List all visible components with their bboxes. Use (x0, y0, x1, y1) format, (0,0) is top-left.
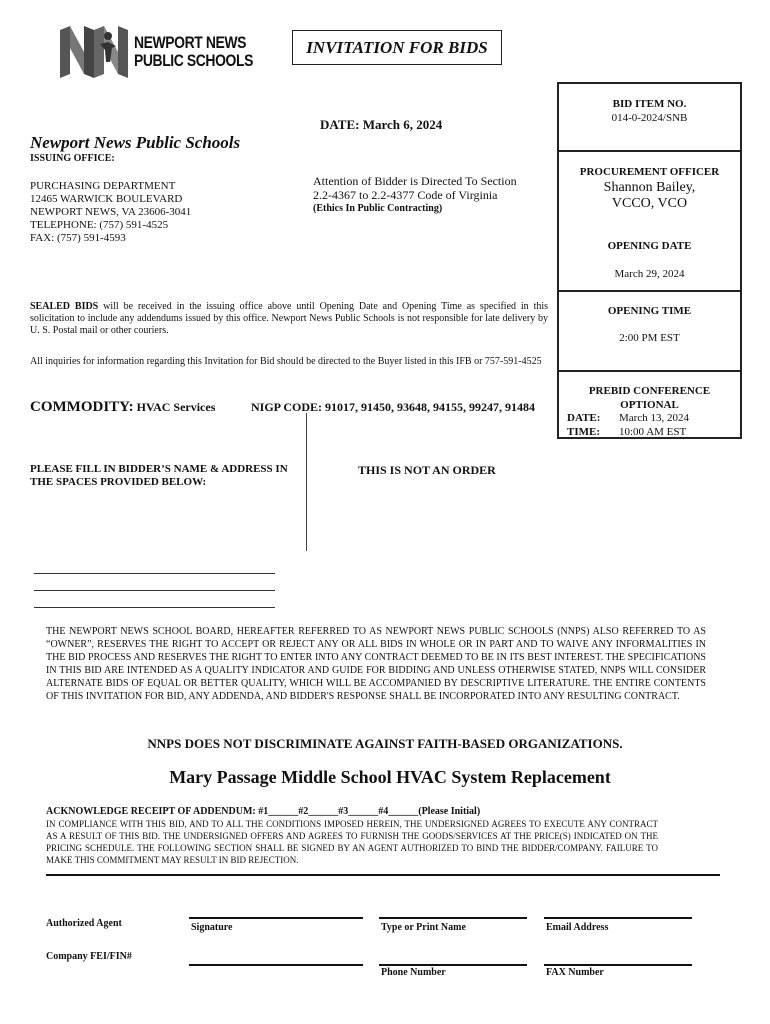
phone-label: Phone Number (381, 967, 446, 978)
logo-text (134, 34, 253, 70)
section-divider (46, 874, 720, 876)
opening-time-label: OPENING TIME (607, 305, 692, 317)
sealed-bids-notice (30, 301, 548, 337)
logo-line-1: NEWPORT NEWS (134, 33, 247, 52)
sealed-bids-text: will be received in the issuing office above until Opening Date and Opening Time as specified in this solicitation to include any addendums issued by this office. Newport News Public Schools is not responsible for late delivery by U. S. Postal mail or other couriers. (30, 301, 549, 336)
attention-notice (313, 174, 553, 216)
bid-info-panel (557, 82, 742, 439)
prebid-time-value: 10:00 AM EST (619, 426, 687, 438)
not-an-order-notice: THIS IS NOT AN ORDER (358, 463, 496, 477)
inquiries-notice: All inquiries for information regarding this Invitation for Bid should be directed to the Buyer listed in this IFB or 757-591-4525 (30, 356, 542, 367)
nigp-code: NIGP CODE: 91017, 91450, 93648, 94155, 99247, 91484 (251, 400, 536, 414)
fax-line[interactable] (544, 964, 692, 966)
bidder-address-line-1[interactable] (34, 590, 275, 591)
attention-line-2: 2.2-4367 to 2.2-4377 Code of Virginia (313, 188, 498, 202)
attention-line-1: Attention of Bidder is Directed To Section (313, 174, 517, 188)
address-line: PURCHASING DEPARTMENT (30, 180, 176, 192)
company-fei-label: Company FEI/FIN# (46, 951, 132, 962)
address-line: FAX: (757) 591-4593 (30, 232, 126, 244)
bid-item-label: BID ITEM NO. (612, 98, 687, 110)
issue-date: DATE: March 6, 2024 (320, 117, 443, 132)
project-title: Mary Passage Middle School HVAC System Replacement (169, 767, 611, 787)
column-divider (306, 413, 307, 551)
email-line[interactable] (544, 917, 692, 919)
procurement-officer-credentials: VCCO, VCO (611, 196, 688, 211)
email-label: Email Address (546, 922, 609, 933)
attention-line-3: (Ethics In Public Contracting) (313, 203, 443, 214)
logo-line-2: PUBLIC SCHOOLS (134, 51, 253, 70)
issuing-office-label: ISSUING OFFICE: (30, 153, 115, 164)
commodity-value: HVAC Services (133, 400, 216, 414)
issuer-name: Newport News Public Schools (30, 133, 241, 152)
commodity (30, 398, 215, 416)
bid-item-number: 014-0-2024/SNB (611, 112, 688, 124)
address-line: NEWPORT NEWS, VA 23606-3041 (30, 206, 192, 218)
bidder-fill-instructions: PLEASE FILL IN BIDDER’S NAME & ADDRESS IN THE SPACES PROVIDED BELOW: (30, 463, 288, 488)
sealed-bids-lead: SEALED BIDS (30, 301, 99, 312)
addendum-acknowledgement: ACKNOWLEDGE RECEIPT OF ADDENDUM: #1______#2______#3______#4______(Please Initial) (46, 806, 481, 817)
issuing-office-address (30, 180, 191, 245)
print-name-label: Type or Print Name (381, 922, 466, 933)
commodity-label: COMMODITY: (30, 399, 134, 415)
company-fei-line[interactable] (189, 964, 363, 966)
authorized-agent-label: Authorized Agent (46, 918, 122, 929)
bidder-address-line-2[interactable] (34, 607, 275, 608)
address-line: TELEPHONE: (757) 591-4525 (30, 219, 169, 231)
prebid-conference-label: PREBID CONFERENCE (588, 385, 711, 397)
signature-line[interactable] (189, 917, 363, 919)
bidder-name-line[interactable] (34, 573, 275, 574)
prebid-optional-label: OPTIONAL (620, 399, 679, 411)
print-name-line[interactable] (379, 917, 527, 919)
fax-label: FAX Number (546, 967, 604, 978)
nondiscrimination-statement: NNPS DOES NOT DISCRIMINATE AGAINST FAITH-BASED ORGANIZATIONS. (147, 736, 623, 751)
signature-label: Signature (191, 922, 233, 933)
address-line: 12465 WARWICK BOULEVARD (30, 193, 183, 205)
logo-mark-icon (60, 22, 136, 82)
compliance-statement: IN COMPLIANCE WITH THIS BID, AND TO ALL THE CONDITIONS IMPOSED HEREIN, THE UNDERSIGNED AGREES TO EXECUTE ANY CONTRACT AS A RESULT OF THIS BID. THE UNDERSIGNED OFFERS AND AGREES TO FURNISH THE GOODS/SERVICES AT THE PRICE(S) INDICATED ON THE PRICING SCHEDULE. THE FOLLOWING SECTION SHALL BE SIGNED BY AN AGENT AUTHORIZED TO BIND THE BIDDER/COMPANY. FAILURE TO MAKE THIS COMMITMENT MAY RESULT IN BID REJECTION. (46, 819, 658, 865)
opening-date-value: March 29, 2024 (614, 268, 685, 280)
procurement-officer-name: Shannon Bailey, (603, 180, 696, 195)
prebid-date-value: March 13, 2024 (619, 412, 689, 424)
board-terms-paragraph: THE NEWPORT NEWS SCHOOL BOARD, HEREAFTER REFERRED TO AS NEWPORT NEWS PUBLIC SCHOOLS (NNPS) ALSO REFERRED TO AS “OWNER”, RESERVES THE RIGHT TO ACCEPT OR REJECT ANY OR ALL BIDS IN WHOLE OR IN PART AND TO WAIVE ANY INFORMALITIES IN THE BID PROCESS AND RESERVES THE RIGHT TO ENTER INTO ANY CONTRACT DEEMED TO BE IN ITS BEST INTEREST. THE SPECIFICATIONS IN THIS BID ARE INTENDED AS A QUALITY INDICATOR AND GUIDE FOR BIDDING AND UNLESS OTHERWISE STATED, NNPS WILL CONSIDER ALTERNATE BIDS OF EQUAL OR BETTER QUALITY, WHICH WILL BE ACCOMPANIED BY DESCRIPTIVE LITERATURE. THE ENTIRE CONTENTS OF THIS INVITATION FOR BID, ANY ADDENDA, AND BIDDER'S RESPONSE SHALL BE INCORPORATED INTO ANY RESULTING CONTRACT. (46, 626, 706, 702)
procurement-officer-label: PROCUREMENT OFFICER (579, 166, 720, 178)
document-title: INVITATION FOR BIDS (292, 30, 502, 65)
prebid-date-label: DATE: (567, 412, 601, 424)
phone-line[interactable] (379, 964, 527, 966)
opening-date-label: OPENING DATE (607, 240, 692, 252)
opening-time-value: 2:00 PM EST (619, 332, 680, 344)
prebid-time-label: TIME: (567, 426, 600, 438)
